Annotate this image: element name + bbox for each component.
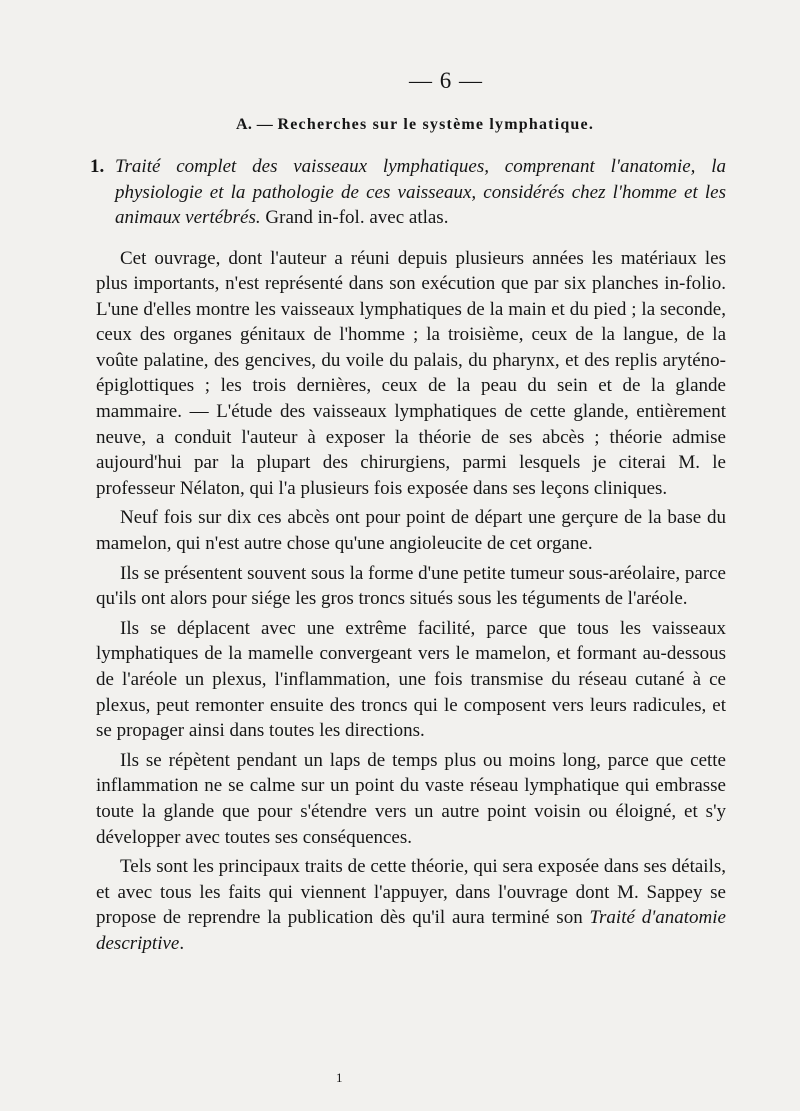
paragraph-closing	[96, 854, 726, 956]
closing-end: .	[179, 932, 185, 954]
page-number: — 6 —	[409, 68, 483, 93]
paragraph-form: Ils se présentent souvent sous la forme d'une petite tumeur sous-aréolaire, parce qu'ils ont alors pour siége les gros troncs situés sous les téguments de l'aréole.	[96, 562, 726, 610]
section-title: Recherches sur le système lymphatique.	[277, 116, 595, 133]
paragraph-repetition: Ils se répètent pendant un laps de temps plus ou moins long, parce que cette inflammation ne se calme sur un point du vaste réseau lymphatique qui embrasse toute la glande que pour s'étendre vers un autre point voisin ou éloigné, et s'y développer avec toutes ses conséquences.	[96, 749, 726, 848]
footer-mark: 1	[336, 1070, 343, 1085]
section-heading	[104, 116, 726, 134]
entry-number: 1.	[90, 156, 105, 177]
entry-title: Traité complet des vaisseaux lymphatiques, comprenant l'anatomie, la physiologie et la pathologie de ces vaisseaux, considérés chez l'homme et les animaux vertébrés.	[115, 156, 726, 228]
paragraph-origin: Neuf fois sur dix ces abcès ont pour point de départ une gerçure de la base du mamelon, qui n'est autre chose qu'une angioleucite de cet organe.	[96, 507, 726, 555]
entry-details: Grand in-fol. avec atlas.	[265, 207, 449, 228]
paragraph-overview: Cet ouvrage, dont l'auteur a réuni depuis plusieurs années les matériaux les plus importants, n'est représenté dans son exécution que par six planches in-folio. L'une d'elles montre les vaisseaux lymphatiques de la main et du pied ; la seconde, ceux des organes génitaux de l'homme ; la troisième, ceux de la langue, de la voûte palatine, des gencives, du voile du palais, du pharynx, et des replis aryténo-épiglottiques ; les trois dernières, ceux de la peau du sein et de la glande mammaire. — L'étude des vaisseaux lymphatiques de cette glande, entièrement neuve, a conduit l'auteur à exposer la théorie de ses abcès ; théorie admise aujourd'hui par la plupart des chirurgiens, parmi lesquels je citerai M. le professeur Nélaton, qui l'a plusieurs fois exposée dans ses leçons cliniques.	[96, 247, 726, 499]
closing-text: Tels sont les principaux traits de cette théorie, qui sera exposée dans ses détails, et avec tous les faits qui viennent l'appuyer, dans l'ouvrage dont M. Sappey se propose de reprendre la publication dès qu'il aura terminé son	[96, 856, 726, 929]
section-label: A. —	[235, 116, 274, 133]
closing-work-title: Traité d'anatomie descriptive	[96, 907, 726, 954]
bibliography-entry	[90, 154, 726, 231]
paragraph-displacement: Ils se déplacent avec une extrême facilité, parce que tous les vaisseaux lymphatiques de la mamelle convergeant vers le mamelon, et formant au-dessous de l'aréole un plexus, l'inflammation, une fois transmise du réseau cutané à ce plexus, peut remonter ensuite des troncs qui le composent vers leurs radicules, et se propager ainsi dans toutes les directions.	[96, 617, 726, 742]
